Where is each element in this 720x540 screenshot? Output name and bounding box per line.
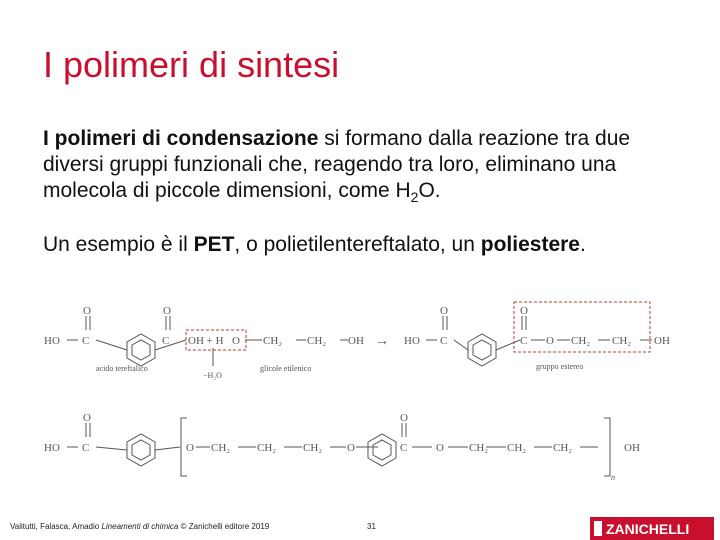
- zanichelli-logo: [590, 517, 714, 540]
- footer-publisher: © Zanichelli editore 2019: [178, 522, 270, 531]
- oxygen-label: O: [83, 305, 91, 317]
- ch2-label: CH₂: [257, 442, 277, 454]
- footer-book-title: Lineamenti di chimica: [101, 522, 179, 531]
- paragraph-text-end: O.: [418, 179, 441, 202]
- carbon-label: C: [162, 335, 170, 347]
- ch2-label: CH₂: [263, 335, 283, 347]
- label-ethylene-glycol: glicole etilenico: [260, 364, 312, 373]
- carbon-label: C: [400, 442, 408, 454]
- label-ester-group: gruppo estereo: [536, 362, 584, 371]
- footer-credit: [10, 522, 269, 531]
- benzene-ring-product: [468, 334, 496, 366]
- oxygen-label: O: [163, 305, 171, 317]
- repeat-bracket-right: [604, 418, 610, 476]
- benzene-ring-polymer: [127, 434, 155, 466]
- oh-plus-h-label: OH + H: [188, 335, 224, 347]
- ch2-label: CH₂: [612, 335, 632, 347]
- reaction-arrow: →: [375, 334, 389, 349]
- carbon-label: C: [440, 335, 448, 347]
- o-label: O: [186, 442, 194, 454]
- paragraph-text: si formano dalla reazione tra due diversi gruppi funzionali che, reagendo tra loro, eliminano una molecola di piccole dimensioni, come H: [43, 127, 631, 202]
- oxygen-label: O: [83, 412, 91, 424]
- ch2-label: CH₂: [553, 442, 573, 454]
- footer-authors: Valitutti, Falasca, Amadio: [10, 522, 102, 531]
- ch2-label: CH₂: [211, 442, 231, 454]
- label-minus-water: −H₂O: [203, 371, 222, 380]
- paragraph-condensation: [43, 126, 693, 204]
- carbon-label: C: [82, 335, 90, 347]
- bold-term-polyester: poliestere: [480, 233, 580, 256]
- bold-term-pet: PET: [193, 233, 235, 256]
- benzene-ring-polymer-2: [368, 434, 396, 466]
- logo-text: ZANICHELLI: [606, 521, 690, 537]
- oxygen-label: O: [440, 305, 448, 317]
- paragraph-pet: [43, 232, 693, 258]
- ch2-label: CH₂: [307, 335, 327, 347]
- carbon-label: C: [520, 335, 528, 347]
- oxygen-label: O: [400, 412, 408, 424]
- ho-label: HO: [404, 335, 420, 347]
- slide-title: I polimeri di sintesi: [43, 44, 340, 85]
- oh-label: OH: [654, 335, 670, 347]
- ch2-label: CH₂: [303, 442, 323, 454]
- o-label: O: [436, 442, 444, 454]
- page-number: 31: [367, 522, 376, 531]
- subscript-n: n: [611, 473, 615, 482]
- oxygen-label: O: [520, 305, 528, 317]
- ch2-label: CH₂: [507, 442, 527, 454]
- bold-term-condensation: I polimeri di condensazione: [43, 127, 319, 150]
- o-label: O: [546, 335, 554, 347]
- text-part1: Un esempio è il: [43, 233, 194, 256]
- text-part2: , o polietilentereftalato, un: [234, 233, 481, 256]
- ch2-label: CH₂: [469, 442, 489, 454]
- ch2-label: CH₂: [571, 335, 591, 347]
- carbon-label: C: [82, 442, 90, 454]
- ho-label: HO: [44, 442, 60, 454]
- ho-label: HO: [44, 335, 60, 347]
- o-label: O: [232, 335, 240, 347]
- label-terephthalic-acid: acido tereftalico: [96, 364, 148, 373]
- o-label: O: [347, 442, 355, 454]
- text-part3: .: [579, 233, 586, 256]
- oh-label: OH: [624, 442, 640, 454]
- benzene-ring-acid: [127, 334, 155, 366]
- pet-reaction-diagram: [0, 290, 720, 505]
- subscript-2: 2: [410, 189, 419, 206]
- oh-label: OH: [348, 335, 364, 347]
